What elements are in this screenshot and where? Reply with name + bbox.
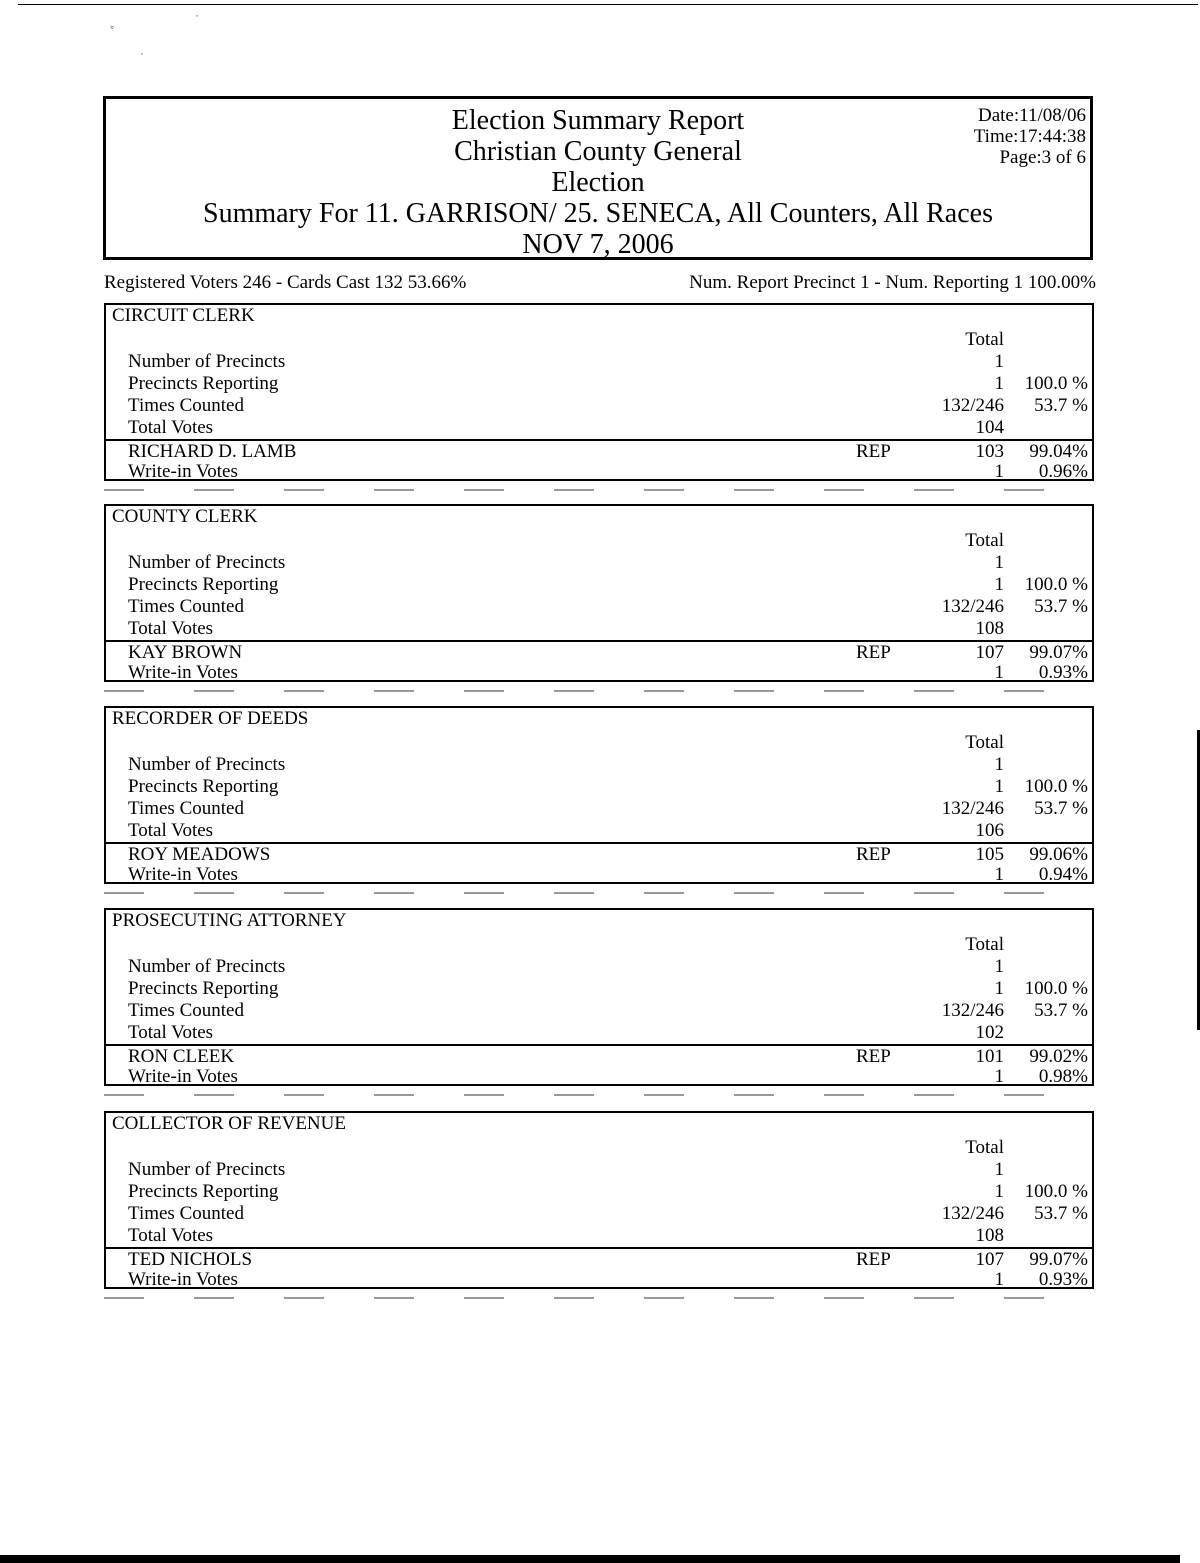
candidate-name: Write-in Votes — [128, 1066, 238, 1087]
stat-value: 106 — [975, 820, 1004, 841]
candidate-party: REP — [856, 441, 891, 462]
stat-percent: 53.7 % — [1034, 1000, 1088, 1021]
scan-speck: ◦ — [110, 20, 115, 34]
stat-value: 1 — [994, 776, 1004, 797]
race-title: COLLECTOR OF REVENUE — [112, 1113, 346, 1134]
candidate-name: RICHARD D. LAMB — [128, 441, 297, 462]
stat-label: Times Counted — [128, 798, 244, 819]
candidate-name: Write-in Votes — [128, 1269, 238, 1290]
stat-row — [106, 776, 1092, 798]
race-section — [104, 303, 1094, 481]
stat-percent: 100.0 % — [1024, 978, 1088, 999]
candidate-votes: 107 — [975, 642, 1004, 663]
stat-value: 1 — [994, 574, 1004, 595]
stat-percent: 53.7 % — [1034, 596, 1088, 617]
stat-percent: 100.0 % — [1024, 1181, 1088, 1202]
title-line: Christian County General — [454, 136, 742, 167]
report-header — [103, 96, 1093, 260]
candidate-percent: 0.93% — [1038, 1269, 1088, 1290]
stat-value: 1 — [994, 978, 1004, 999]
candidate-row — [106, 662, 1092, 684]
stat-value: 132/246 — [941, 798, 1004, 819]
scan-speck: ˙ — [195, 12, 199, 26]
registered-voters-summary: Registered Voters 246 - Cards Cast 132 53.66% — [104, 272, 467, 293]
report-date: Date:11/08/06 — [978, 105, 1086, 126]
total-column-header: Total — [965, 1137, 1004, 1158]
race-section — [104, 1111, 1094, 1289]
stat-label: Precincts Reporting — [128, 776, 279, 797]
stat-row — [106, 618, 1092, 640]
stat-row — [106, 417, 1092, 439]
stat-label: Total Votes — [128, 618, 214, 639]
candidate-votes: 101 — [975, 1046, 1004, 1067]
race-section — [104, 706, 1094, 884]
stat-label: Times Counted — [128, 395, 244, 416]
total-column-header: Total — [965, 934, 1004, 955]
stat-value: 132/246 — [941, 596, 1004, 617]
race-title: COUNTY CLERK — [112, 506, 258, 527]
total-column-header: Total — [965, 732, 1004, 753]
stat-row — [106, 820, 1092, 842]
scan-dash-line — [104, 1094, 1094, 1096]
stat-row — [106, 1159, 1092, 1181]
stat-value: 102 — [975, 1022, 1004, 1043]
stat-label: Total Votes — [128, 417, 214, 438]
stat-percent: 53.7 % — [1034, 798, 1088, 819]
stat-value: 108 — [975, 1225, 1004, 1246]
candidate-row — [106, 461, 1092, 483]
candidate-votes: 1 — [994, 864, 1004, 885]
candidate-name: Write-in Votes — [128, 662, 238, 683]
stat-value: 1 — [994, 754, 1004, 775]
precinct-reporting-summary: Num. Report Precinct 1 - Num. Reporting 1 100.00% — [689, 272, 1096, 293]
stat-percent: 53.7 % — [1034, 395, 1088, 416]
candidate-percent: 99.07% — [1029, 1249, 1088, 1270]
report-page: Page:3 of 6 — [999, 147, 1086, 168]
total-column-header: Total — [965, 329, 1004, 350]
candidate-row — [106, 439, 1092, 463]
stat-value: 1 — [994, 1181, 1004, 1202]
stat-label: Number of Precincts — [128, 956, 286, 977]
candidate-votes: 105 — [975, 844, 1004, 865]
stat-percent: 100.0 % — [1024, 776, 1088, 797]
stat-value: 1 — [994, 552, 1004, 573]
stat-label: Total Votes — [128, 1022, 214, 1043]
stat-value: 132/246 — [941, 1203, 1004, 1224]
candidate-votes: 1 — [994, 1269, 1004, 1290]
stat-row — [106, 1022, 1092, 1044]
scan-dash-line — [104, 489, 1094, 491]
candidate-percent: 99.04% — [1029, 441, 1088, 462]
candidate-name: TED NICHOLS — [128, 1249, 253, 1270]
stat-row — [106, 1203, 1092, 1225]
stat-row — [106, 395, 1092, 417]
scan-speck: ˙ — [140, 50, 144, 64]
title-line: Election — [551, 167, 645, 198]
stat-row — [106, 1225, 1092, 1247]
race-section — [104, 908, 1094, 1086]
candidate-row — [106, 842, 1092, 866]
stat-label: Precincts Reporting — [128, 978, 279, 999]
total-column-header: Total — [965, 530, 1004, 551]
stat-label: Number of Precincts — [128, 351, 286, 372]
stat-row — [106, 754, 1092, 776]
report-title — [106, 105, 1090, 260]
stat-label: Precincts Reporting — [128, 373, 279, 394]
candidate-party: REP — [856, 1046, 891, 1067]
race-title: PROSECUTING ATTORNEY — [112, 910, 347, 931]
candidate-votes: 1 — [994, 461, 1004, 482]
race-title: CIRCUIT CLERK — [112, 305, 255, 326]
stat-row — [106, 596, 1092, 618]
stat-percent: 100.0 % — [1024, 574, 1088, 595]
stat-label: Total Votes — [128, 1225, 214, 1246]
scan-dash-line — [104, 892, 1094, 894]
scan-edge-top — [18, 4, 1198, 5]
candidate-percent: 0.98% — [1038, 1066, 1088, 1087]
stat-value: 108 — [975, 618, 1004, 639]
stat-row — [106, 798, 1092, 820]
stat-value: 132/246 — [941, 395, 1004, 416]
stat-label: Number of Precincts — [128, 1159, 286, 1180]
candidate-name: ROY MEADOWS — [128, 844, 271, 865]
candidate-percent: 99.07% — [1029, 642, 1088, 663]
stat-label: Number of Precincts — [128, 552, 286, 573]
stat-value: 132/246 — [941, 1000, 1004, 1021]
candidate-party: REP — [856, 642, 891, 663]
candidate-row — [106, 1044, 1092, 1068]
stat-row — [106, 552, 1092, 574]
title-line: NOV 7, 2006 — [522, 229, 674, 260]
candidate-row — [106, 1247, 1092, 1271]
candidate-percent: 0.96% — [1038, 461, 1088, 482]
scan-edge-bottom — [0, 1555, 1180, 1563]
candidate-row — [106, 864, 1092, 886]
candidate-party: REP — [856, 844, 891, 865]
candidate-percent: 0.93% — [1038, 662, 1088, 683]
report-time: Time:17:44:38 — [973, 126, 1086, 147]
stat-label: Times Counted — [128, 596, 244, 617]
stat-row — [106, 1000, 1092, 1022]
candidate-votes: 1 — [994, 662, 1004, 683]
race-section — [104, 504, 1094, 682]
candidate-row — [106, 1066, 1092, 1088]
stat-label: Precincts Reporting — [128, 1181, 279, 1202]
candidate-name: Write-in Votes — [128, 461, 238, 482]
stat-label: Precincts Reporting — [128, 574, 279, 595]
candidate-name: KAY BROWN — [128, 642, 243, 663]
stat-label: Times Counted — [128, 1203, 244, 1224]
candidate-percent: 99.06% — [1029, 844, 1088, 865]
stat-label: Times Counted — [128, 1000, 244, 1021]
stat-percent: 100.0 % — [1024, 373, 1088, 394]
candidate-party: REP — [856, 1249, 891, 1270]
scan-dash-line — [104, 1297, 1094, 1299]
candidate-percent: 99.02% — [1029, 1046, 1088, 1067]
stat-value: 1 — [994, 956, 1004, 977]
candidate-percent: 0.94% — [1038, 864, 1088, 885]
stat-row — [106, 1181, 1092, 1203]
candidate-name: Write-in Votes — [128, 864, 238, 885]
stat-value: 1 — [994, 373, 1004, 394]
stat-row — [106, 373, 1092, 395]
candidate-row — [106, 1269, 1092, 1291]
candidate-name: RON CLEEK — [128, 1046, 235, 1067]
stat-row — [106, 978, 1092, 1000]
stat-percent: 53.7 % — [1034, 1203, 1088, 1224]
stat-value: 1 — [994, 1159, 1004, 1180]
title-line: Election Summary Report — [451, 105, 745, 136]
candidate-votes: 103 — [975, 441, 1004, 462]
stat-row — [106, 956, 1092, 978]
candidate-row — [106, 640, 1092, 664]
stat-value: 104 — [975, 417, 1004, 438]
stat-row — [106, 351, 1092, 373]
candidate-votes: 1 — [994, 1066, 1004, 1087]
report-meta — [974, 105, 1086, 168]
title-line: Summary For 11. GARRISON/ 25. SENECA, All Counters, All Races — [203, 198, 993, 229]
stat-row — [106, 574, 1092, 596]
race-title: RECORDER OF DEEDS — [112, 708, 309, 729]
stat-label: Total Votes — [128, 820, 214, 841]
candidate-votes: 107 — [975, 1249, 1004, 1270]
scan-dash-line — [104, 690, 1094, 692]
stat-label: Number of Precincts — [128, 754, 286, 775]
stat-value: 1 — [994, 351, 1004, 372]
